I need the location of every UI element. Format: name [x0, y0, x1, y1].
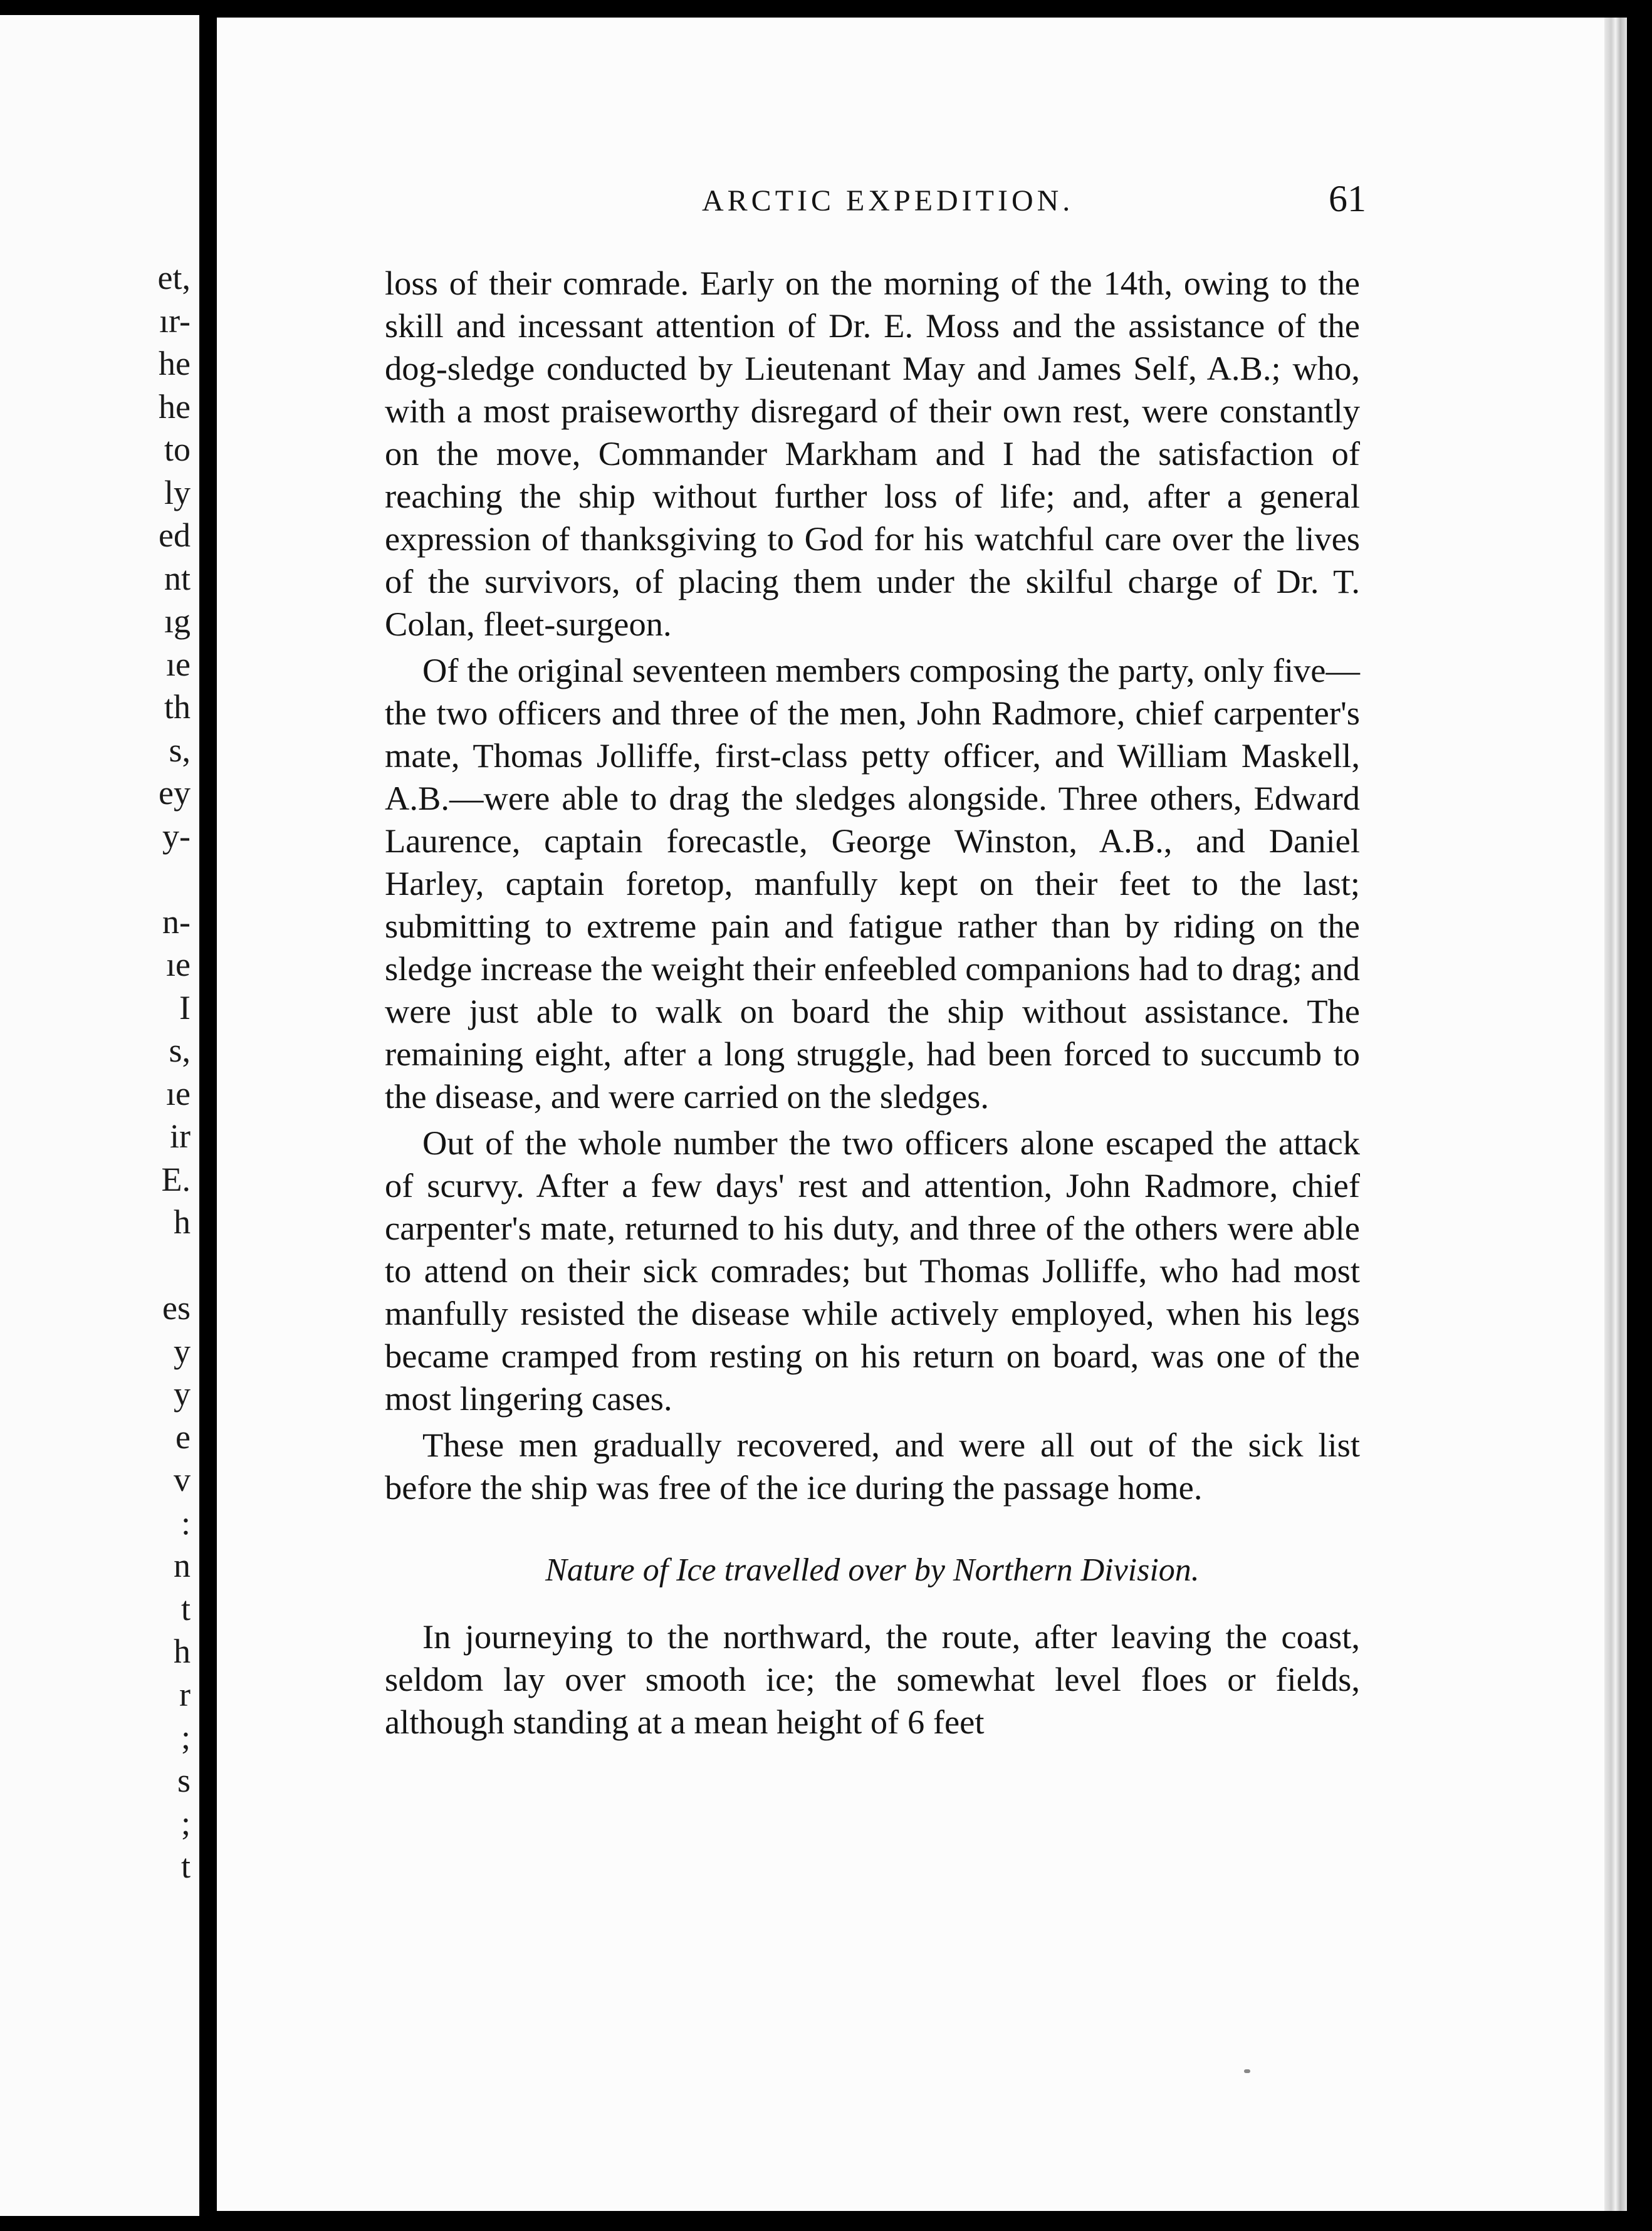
left-page-fragment: y	[174, 1332, 191, 1370]
page-edge	[1604, 18, 1627, 2211]
left-page-fragment: s,	[169, 1032, 191, 1069]
left-page-fragment: s,	[169, 731, 191, 769]
left-page-fragment: ;	[180, 1804, 191, 1842]
print-speck	[1244, 2069, 1250, 2073]
left-page-fragment: he	[159, 345, 191, 382]
left-page-fragment: ıe	[166, 1074, 191, 1112]
left-page-fragment: es	[162, 1289, 191, 1327]
left-page-fragment: h	[174, 1633, 191, 1670]
left-page-fragment: ıe	[166, 645, 191, 683]
body-text	[385, 262, 1360, 1747]
left-page-fragment: ıe	[166, 946, 191, 983]
left-page-fragment: ;	[180, 1718, 191, 1756]
left-page-fragment: e	[175, 1418, 191, 1456]
left-page-fragment: ed	[159, 516, 191, 554]
left-page-fragment: y	[174, 1375, 191, 1413]
left-page-fragment: ly	[164, 473, 191, 511]
left-page-fragment: t	[180, 1589, 191, 1628]
left-facing-page	[0, 15, 199, 2216]
left-page-fragment: v	[174, 1461, 191, 1498]
left-page-fragment: nt	[164, 559, 191, 597]
left-page-fragment: n	[174, 1547, 191, 1584]
paragraph: loss of their comrade. Early on the morning of the 14th, owing to the skill and incessant attention of Dr. E. Moss and the assistance of the dog-sledge conducted by Lieutenant May and James Self, A.B.; who, with a most praiseworthy disregard of their own rest, were constantly on the move, Commander Markham and I had the satisfaction of reaching the ship without further loss of life; and, after a general expression of thanksgiving to God for his watchful care over the lives of the survivors, of placing them under the skilful charge of Dr. T. Colan, fleet-surgeon.	[385, 264, 1360, 643]
page-number: 61	[1329, 178, 1366, 219]
left-page-fragment: s	[177, 1761, 191, 1799]
left-page-fragment: y-	[162, 817, 191, 855]
left-page-fragment: n-	[162, 902, 191, 941]
paragraph: In journeying to the northward, the route, after leaving the coast, seldom lay over smooth ice; the somewhat level floes or fields, although standing at a mean height of 6 feet	[385, 1617, 1360, 1741]
paragraph: Out of the whole number the two officers alone escaped the attack of scurvy. After a few days' rest and attention, John Radmore, chief carpenter's mate, returned to his duty, and three of the others were able to attend on their sick comrades; but Thomas Jolliffe, who had most manfully resisted the disease while actively employed, when his legs became cramped from resting on his return on board, was one of the most lingering cases.	[385, 1124, 1360, 1418]
page-header	[489, 177, 1366, 227]
left-page-fragment: ir	[170, 1117, 191, 1155]
running-title: ARCTIC EXPEDITION.	[702, 184, 1074, 217]
left-page-fragment: :	[180, 1503, 191, 1542]
left-page-fragment: r	[179, 1675, 191, 1713]
left-page-fragment: he	[159, 387, 191, 426]
section-heading: Nature of Ice travelled over by Northern Division.	[545, 1552, 1200, 1588]
book-gutter	[199, 0, 217, 2231]
paragraph: These men gradually recovered, and were all out of the sick list before the ship was free of the ice during the passage home.	[385, 1426, 1360, 1507]
left-page-fragment: to	[164, 431, 191, 468]
left-page-fragment: I	[179, 988, 191, 1027]
left-page-fragment: ıg	[164, 602, 191, 640]
left-page-fragment: t	[180, 1847, 191, 1885]
left-page-fragment: th	[164, 688, 191, 726]
left-page-fragment: ey	[159, 774, 191, 812]
left-page-fragment: h	[174, 1203, 191, 1241]
left-page-fragment: et,	[157, 259, 191, 296]
paragraph: Of the original seventeen members composing the party, only five—the two officers and three of the men, John Radmore, chief carpenter's mate, Thomas Jolliffe, first-class petty officer, and William Maskell, A.B.—were able to drag the sledges alongside. Three others, Edward Laurence, captain forecastle, George Winston, A.B., and Daniel Harley, captain foretop, manfully kept on their feet to the last; submitting to extreme pain and fatigue rather than by riding on the sledge increase the weight their enfeebled companions had to drag; and were just able to walk on board the ship without assistance. The remaining eight, after a long struggle, had been forced to succumb to the disease, and were carried on the sledges.	[385, 651, 1360, 1116]
left-page-fragment: E.	[161, 1160, 191, 1198]
left-page-fragment: ır-	[159, 301, 191, 340]
